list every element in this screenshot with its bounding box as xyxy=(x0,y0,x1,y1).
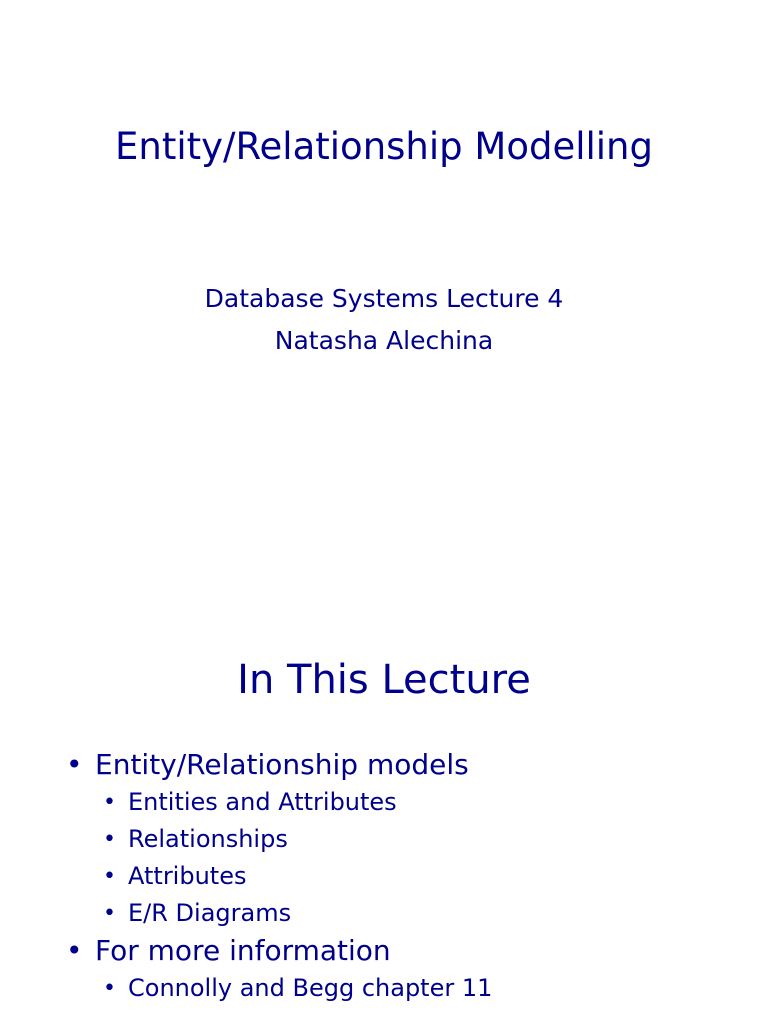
bullet-icon: • xyxy=(66,748,83,781)
sub-bullet-item xyxy=(0,858,768,895)
sub-bullet-item xyxy=(0,895,768,932)
slide-heading: In This Lecture xyxy=(237,657,531,703)
bullet-item xyxy=(0,932,768,1007)
lecture-subtitle: Database Systems Lecture 4 xyxy=(204,284,564,313)
sub-bullet-item xyxy=(0,821,768,858)
sub-bullet-text: Attributes xyxy=(128,862,247,890)
bullet-icon: • xyxy=(103,864,116,889)
sub-bullet-text: Connolly and Begg chapter 11 xyxy=(128,974,493,1002)
bullet-icon: • xyxy=(103,901,116,926)
slide-in-this-lecture xyxy=(0,520,768,1024)
bullet-text: For more information xyxy=(95,934,391,967)
bullet-item-label xyxy=(0,932,768,970)
bullet-item-label xyxy=(0,746,768,784)
sub-bullet-text: Relationships xyxy=(128,825,288,853)
sub-bullet-item xyxy=(0,784,768,821)
sub-bullet-list xyxy=(0,784,768,932)
sub-bullet-list xyxy=(0,970,768,1007)
bullet-list xyxy=(0,746,768,1007)
bullet-icon: • xyxy=(66,934,83,967)
author-name: Natasha Alechina xyxy=(274,326,494,355)
sub-bullet-text: Entities and Attributes xyxy=(128,788,397,816)
bullet-icon: • xyxy=(103,790,116,815)
bullet-text: Entity/Relationship models xyxy=(95,748,469,781)
sub-bullet-item xyxy=(0,970,768,1007)
bullet-item xyxy=(0,746,768,932)
bullet-icon: • xyxy=(103,976,116,1001)
sub-bullet-text: E/R Diagrams xyxy=(128,899,292,927)
bullet-icon: • xyxy=(103,827,116,852)
slide-title-heading: Entity/Relationship Modelling xyxy=(115,125,653,168)
